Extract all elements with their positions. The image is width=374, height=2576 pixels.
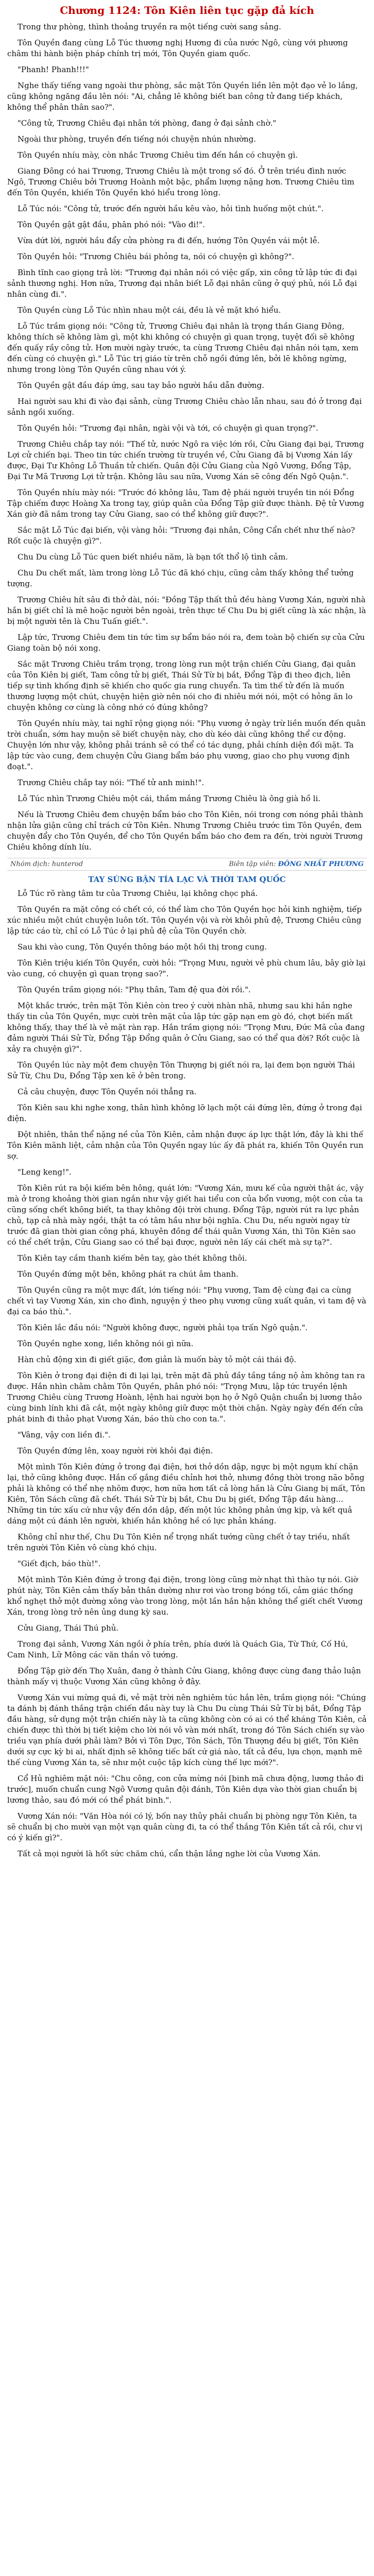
paragraph: Trong thư phòng, thình thoảng truyền ra một tiếng cười sang sảng. xyxy=(18,22,281,31)
paragraph: Tôn Quyền nhíu mày, tai nghĩ rộng giọng nói: "Phụ vương ở ngày trừ liền muốn đến quân trời chuẩn, sớm hay muộn sẽ biết chuyện này, cho dù kéo dài cũng không thể cư động. Chuyện lớn như vậy, không phải tránh sẽ có thể có tác dụng, phải chính diện đối mặt. Ta lập tức vào cung, đem chuyện Cửu Giang bẩm báo phụ vương, giao cho phụ vương định đoạt.". xyxy=(7,719,366,771)
paragraph: Lập tức, Trương Chiêu đem tin tức tìm sự bẩm báo nói ra, đem toàn bộ chiến sự của Cửu Giang toàn bộ nói xong. xyxy=(7,633,365,653)
paragraph: Tôn Quyền nhíu mày, còn nhắc Trương Chiêu tìm đến hắn có chuyện gì. xyxy=(18,150,298,160)
translator-name: hunterod xyxy=(52,860,83,868)
paragraph: Một khắc trước, trên mặt Tôn Kiên còn treo ý cười nhàn nhã, nhưng sau khi hắn nghe thấy tin của Tôn Quyền, mực cười trên mặt của lập tức gặp nạn em gò đó, chợt biến mất không thấy, thay thế là vẻ mặt ràn rạp. Hắn trầm giọng nói: "Trọng Mưu, Đức Mã của đang đảm người Thái Sử Từ, Đổng Tập Đổng quân ở Cửu Giang, sao có thể qua đời? Rốt cuộc là xảy ra chuyện gì?". xyxy=(7,1001,365,1054)
paragraph: Bình tĩnh cao giọng trả lời: "Trương đại nhân nói có việc gấp, xin công tử lập tức đi đại sảnh thương nghị. Hơn nữa, Trương đại nhân biết Lỗ đại nhân cũng ở quý phủ, nói Lỗ đại nhân cùng đi.". xyxy=(7,268,358,299)
chapter-content-part2 xyxy=(7,888,367,1859)
paragraph: Tôn Quyền trầm giọng nói: "Phụ thân, Tam đệ qua đời rồi.". xyxy=(18,985,251,994)
paragraph: Trương Chiêu chắp tay nói: "Thế tử anh minh!". xyxy=(18,778,205,787)
paragraph: Vương Xán vui mừng quá đi, vẻ mặt trời nên nghiêm túc hắn lên, trầm giọng nói: "Chúng ta đánh bị đánh thắng trận chiến đầu này tuy là Chu Du cùng Thái Sử Từ bị bắt, Đổng Tập đầu hàng, sử dụng một trận chiến này là ta cũng không còn có ai có thể kháng Tôn Kiên, cả chiến được thì thời bị tiết kiệm cho lời nói vô vàn mới nhất, trong đó Tôn Sách chiến sự vào triều vạn phía dưới phải làm? Bởi vì Tôn Dực, Tôn Sách, Tôn Thượng đều bị giết, Tôn Kiên dưới sự cực kỳ bi ai, nhất định sẽ không tiếc bất cứ giá nào, tất cả đều, lựa chọn, mạnh mẽ thế cùng Vương Xán ta, sẽ như một cuộc tập kích cùng thế lực mới?". xyxy=(7,1693,367,1767)
paragraph: Vương Xán nói: "Văn Hòa nói có lý, bốn nay thủy phải chuẩn bị phòng ngự Tôn Kiên, ta sẽ chuẩn bị cho mười vạn một vạn quân cùng đi, ta có thể thắng Tôn Kiên tất cả rồi, chư vị có ý kiến gì?". xyxy=(7,1811,363,1842)
paragraph: Tôn Quyền đang cùng Lỗ Túc thương nghị Hương đi của nước Ngô, cùng với phương châm thi hành biện pháp chính trị mới, Tôn Quyền giam quốc. xyxy=(7,38,348,58)
chapter-title: Chương 1124: Tôn Kiên liên tục gặp đả kích xyxy=(60,4,314,16)
paragraph: Một mình Tôn Kiên đứng ở trong đại điện, hơi thở dồn dập, ngực bị một ngụm khí chặn lại, thở cũng không được. Hắn cố gắng điều chỉnh hơi thở, nhưng đồng thời trong não bỗng phải là không có thể nhẹ nhõm được, hơn nữa hơn tất cả lòng hắn là Cửu Giang bị mất, Tôn Kiên, Tôn Sách cũng đã chết. Thái Sử Từ bị bắt, Chu Du bị giết, Đổng Tập đầu hàng... Những tin tức xấu cứ như vậy đến dồn dập, đến một lúc không phản ứng kịp, và kết quả dáng một cú đánh lên người, khiến hắn không hề có lực phản kháng. xyxy=(7,1462,365,1526)
paragraph: Nếu là Trương Chiêu đem chuyện bẩm báo cho Tôn Kiên, nói trong cơn nóng phải thành nhận lửa giận cũng chỉ trách cứ Tôn Kiên. Nhưng Trương Chiêu trước tìm Tôn Quyền, đem chuyện đẩy cho Tôn Quyền, để cho Tôn Quyền bẩm báo cho đem ra đến, trời người Trương Chiêu không dính líu. xyxy=(7,810,364,852)
paragraph: Tôn Quyền hỏi: "Trương đại nhân, ngài vội và tới, có chuyện gì quan trọng?". xyxy=(18,423,318,433)
paragraph: Trương Chiêu chắp tay nói: "Thế tử, nước Ngô ra việc lớn rồi, Cửu Giang đại bại, Trương Lợi cử chiến bại. Theo tin tức chiến trường từ truyền về, Cửu Giang đã bị Vương Xán lấy được, Đại Tư Không Lỗ Thuần tử chiến. Quân đội Cửu Giang của Ngô Vương, Đổng Tập, Đại Tư Mã Trương Lợi tử trận. Không lâu sau nữa, Vương Xán sẽ công đến Ngô Quận.". xyxy=(7,439,364,481)
paragraph: Đột nhiên, thân thể nặng nề của Tôn Kiên, cảm nhận được áp lực thật lớn, đây là khi thế Tôn Kiên mãnh liệt, cảm nhận của Tôn Quyền ngay lúc ấy đã phát ra, khiến Tôn Quyền run sợ. xyxy=(7,1130,364,1161)
paragraph: Lỗ Túc trầm giọng nói: "Công tử, Trương Chiêu đại nhân là trọng thần Giang Đông, không thích sẽ không làm gì, một khi không có chuyện gì quan trọng, tuyệt đối sẽ không đến quấy rầy công tử. Hơn mười ngày trước, ta cùng Trương Chiêu đại nhân nói tạm, xem đến cùng có chuyện gì." Lỗ Túc trị giáo từ trên chỗ ngồi đứng lên, bởi lẽ không ngừng, nhưng trong lòng Tôn Quyền cũng nhau với ý. xyxy=(7,321,359,374)
paragraph: Sau khi vào cung, Tôn Quyền thông báo một hồi thị trong cung. xyxy=(18,942,267,952)
paragraph: Vừa dứt lời, người hầu đẩy cửa phòng ra đi đến, hướng Tôn Quyền vái một lễ. xyxy=(18,236,320,245)
paragraph: Lỗ Túc nói: "Công tử, trước đến người hầu kêu vào, hỏi tình huống một chút.". xyxy=(18,204,324,213)
paragraph: Cả câu chuyện, được Tôn Quyền nói thẳng ra. xyxy=(18,1087,197,1096)
paragraph: Nghe thấy tiếng vang ngoài thư phòng, sắc mặt Tôn Quyền liền lên một đạo vẻ lo lắng, cũng không ngăng đầu lên nói: "Ai, chẳng lẽ không biết ban công tử đang tiếp khách, không thể phân thân sao?". xyxy=(7,81,358,112)
paragraph: Hàn chủ động xin đi giết giặc, đơn giản là muốn bày tỏ một cái thái độ. xyxy=(18,1355,297,1364)
paragraph: Chu Du chết mất, làm trong lòng Lỗ Túc đã khó chịu, cũng cảm thấy không thể tưởng tượng. xyxy=(7,568,354,588)
paragraph: "Vâng, vậy con liền đi.". xyxy=(18,1430,111,1439)
paragraph: Tôn Kiên triệu kiến Tôn Quyền, cười hỏi: "Trọng Mưu, người vẻ phù chum lâu, bây giờ lại vào cung, có chuyện gì quan trọng sao?". xyxy=(7,958,366,978)
paragraph: Không chỉ như thế, Chu Du Tôn Kiên nể trọng nhất tướng cũng chết ở tay triều, nhất trên người Tôn Kiên vô cùng khó chịu. xyxy=(7,1532,350,1552)
paragraph: Sắc mặt Trương Chiêu trầm trọng, trong lòng run một trận chiến Cửu Giang, đại quân của Tôn Kiên bị giết, Tam công tử bị giết, Thái Sử Từ bị bắt, Đổng Tập đi theo địch, liên tiếp sự tình khống định sẽ khiến cho quốc gia rung chuyển. Ta tìm thế tử đến là muốn thương lượng một chút, chuyện hiện giờ nên nói cho đi nhiêu mới nói, một có hỏng ăn lo chuyện không cơ cùng là công nhớ có đúng không? xyxy=(7,659,356,712)
paragraph: Tôn Kiên lắc đầu nói: "Người không được, người phải tọa trấn Ngô quận.". xyxy=(18,1323,308,1332)
paragraph: Tôn Quyền ra mặt công có chết có, có thể làm cho Tôn Quyền học hỏi kinh nghiệm, tiếp xúc nhiều một chút chuyện luôn tốt. Tôn Quyền vội và rời khỏi phủ đệ, Trương Chiêu cũng lập tức cáo từ, chỉ có Lỗ Túc ở lại phủ đệ của Tôn Quyền chờ. xyxy=(7,905,362,936)
editor-name: ĐÔNG NHẤT PHƯƠNG xyxy=(278,860,364,868)
paragraph: Tôn Kiên rút ra bội kiếm bên hông, quát lớn: "Vương Xán, mưu kế của người thật ác, vậy mà ở trong khoảng thời gian ngắn như vậy giết hai tiểu con của bổn vương, một con của ta cũng sống chết không biết, ta thay không đội trời chung. Đổng Tập, người rút ra lực phản chủ, tạp cả nhà mày ngồi, thật ta có tâm hầu như bội nghĩa. Chu Du, nếu người ngay từ trước đã gian thời gian công phá, khuyên đồng để thái quân Vương Xán, thì Tôn Kiên sao có thể chết trận, Cửu Giang sao có thể bại được, người nên lấy cái chết mà sự tạ?". xyxy=(7,1183,364,1247)
paragraph: Sắc mặt Lỗ Túc đại biến, vội vàng hỏi: "Trương đại nhân, Công Cẩn chết như thế nào? Rốt cuộc là chuyện gì?". xyxy=(7,526,355,546)
paragraph: Đổng Tập giờ đến Thọ Xuân, đang ở thành Cửu Giang, không được cùng đang thảo luận thành mấy vị thuộc Vương Xán cũng không ở đây. xyxy=(7,1666,361,1686)
section-title: TAY SÚNG BẬN TÍA LẠC VÀ THỜI TAM QUỐC xyxy=(88,875,286,884)
paragraph: Tôn Quyền đứng lên, xoay người rời khỏi đại điện. xyxy=(18,1446,213,1455)
paragraph: "Công tử, Trương Chiêu đại nhân tới phòng, đang ở đại sảnh chờ." xyxy=(18,118,277,128)
editor-group xyxy=(229,860,364,868)
paragraph: Tôn Kiên ở trong đại điện đi đi lại lại, trên mặt đã phủ đầy tầng tầng nộ ảm không tan ra được. Hắn nhìn chằm chằm Tôn Quyền, phân phó nói: "Trọng Mưu, lập tức truyền lệnh Trương Chiêu cùng Trương Hoành, lệnh hai người bọn họ ở Ngô Quận chuẩn bị lương thảo cùng binh lính khi đã cắt, một ngày không giữ được một thời chặn. Ngày ngày đến đến cửa phát binh đi thảo phạt Vương Xán, báo thù cho con ta.". xyxy=(7,1371,365,1423)
paragraph: "Leng keng!". xyxy=(18,1167,72,1177)
paragraph: Giang Đông có hai Trương, Trương Chiêu là một trong số đó. Ở trên triều đình nước Ngô, Trương Chiêu bởi Trương Hoành một bậc, phẩm lượng nặng hơn. Trương Chiêu tìm đến Tôn Quyền, khiến Tôn Quyền khó hiểu trong lòng. xyxy=(7,166,354,197)
paragraph: Tôn Kiên sau khi nghe xong, thân hình không lỡ lạch một cái đứng lên, đứng ở trong đại điện. xyxy=(7,1103,362,1123)
paragraph: Hai người sau khi đi vào đại sảnh, cùng Trương Chiêu chào lẫn nhau, sau đó ở trong đại sảnh ngồi xuống. xyxy=(7,397,362,417)
paragraph: "Phanh! Phanh!!!" xyxy=(18,65,89,74)
paragraph: Tôn Quyền hỏi: "Trương Chiêu bái phỏng ta, nói có chuyện gì không?". xyxy=(18,252,295,261)
paragraph: Tôn Quyền nghe xong, liền không nói gì nữa. xyxy=(18,1339,194,1348)
paragraph: Một mình Tôn Kiên đứng ở trong đại điện, trong lòng cũng mờ nhạt thì thào tự nói. Giờ phút này, Tôn Kiên cảm thấy bản thân dường như rơi vào trong bóng tối, cảm giác thống khổ nghẹt thở một đường xông vào trong lòng, một lần hắn hận không thể giết chết Vương Xán, trong lòng trở nên ủng dung kỳ sau. xyxy=(7,1575,363,1617)
paragraph: Trương Chiêu hít sâu đi thở dài, nói: "Đồng Tập thất thủ đều hàng Vương Xán, người nhà hắn bị giết chỉ là mê hoặc người bên ngoài, trên thực tế Chu Du bị giết cũng là xác nhận, là bị một người tên là Chu Tuấn giết.". xyxy=(7,595,366,626)
paragraph: Tôn Quyền gật đầu đáp ứng, sau tay bảo người hầu dẫn đường. xyxy=(18,381,264,390)
paragraph: Tôn Quyền cũng ra một mực đất, lớn tiếng nói: "Phụ vương, Tam đệ cùng đại ca cùng chết vì tay Vương Xán, xin cho đình, nguyện ý theo phụ vương cũng xuất quân, vì tam đệ và đại ca báo thù.". xyxy=(7,1285,366,1316)
paragraph: Tôn Quyền nhíu mày nói: "Trước đó không lâu, Tam đệ phái người truyền tin nói Đổng Tập chiếm được Hoàng Xa trong tay, giúp quân của Đổng Tập giữ được thành. Đệ tử Vương Xán giờ đã nắm trong tay Cửu Giang, sao có thể không giữ được?". xyxy=(7,488,364,519)
translator-credit xyxy=(7,858,367,871)
paragraph: Trong đại sảnh, Vương Xán ngồi ở phía trên, phía dưới là Quách Gia, Từ Thứ, Cố Hú, Cam Ninh, Lữ Mông các văn thần võ tướng. xyxy=(7,1639,348,1659)
paragraph: Tôn Quyền cùng Lỗ Túc nhìn nhau một cái, đều là vẻ mặt khó hiểu. xyxy=(18,306,281,315)
paragraph: Lỗ Túc nhìn Trương Chiêu một cái, thầm mắng Trương Chiêu là ông già hồ li. xyxy=(18,794,321,803)
paragraph: Cổ Hủ nghiêm mặt nói: "Chu công, con cửa mừng nói [binh mã chưa động, lương thảo đi trước], muốn chuẩn cung Ngô Vương quân đội đánh, Tôn Kiên dựa vào thời gian chuẩn bị lương thảo, sau đó mới có thể phát binh.". xyxy=(7,1774,364,1805)
editor-label: Biên tập viên: xyxy=(229,860,276,868)
paragraph: Tôn Quyền lúc này một đem chuyện Tôn Thượng bị giết nói ra, lại đem bọn người Thái Sử Từ, Chu Du, Đổng Tập xen kẽ ở bên trong. xyxy=(7,1060,355,1080)
chapter-content-part1 xyxy=(7,22,367,853)
paragraph: Lỗ Túc rõ ràng tâm tư của Trương Chiêu, lại không chọc phá. xyxy=(18,889,258,898)
translator-group xyxy=(10,860,83,868)
paragraph: Ngoài thư phòng, truyền đến tiếng nói chuyện nhún nhường. xyxy=(18,134,257,144)
paragraph: Tôn Quyền đứng một bên, không phát ra chút âm thanh. xyxy=(18,1269,239,1279)
paragraph: Chu Du cùng Lỗ Túc quen biết nhiều năm, là bạn tốt thổ lộ tình cảm. xyxy=(18,552,288,562)
paragraph: Tất cả mọi người là hốt sức chăm chú, cẩn thận lắng nghe lời của Vương Xán. xyxy=(18,1849,321,1858)
paragraph: "Giết địch, báo thù!". xyxy=(18,1559,101,1568)
paragraph: Cửu Giang, Thái Thú phủ. xyxy=(18,1623,119,1633)
paragraph: Tôn Kiên tay cầm thanh kiếm bên tay, gào thét không thôi. xyxy=(18,1253,247,1263)
paragraph: Tôn Quyền gật gật đầu, phân phó nói: "Vào đi!". xyxy=(18,220,205,229)
translator-label: Nhóm dịch: xyxy=(10,860,50,868)
